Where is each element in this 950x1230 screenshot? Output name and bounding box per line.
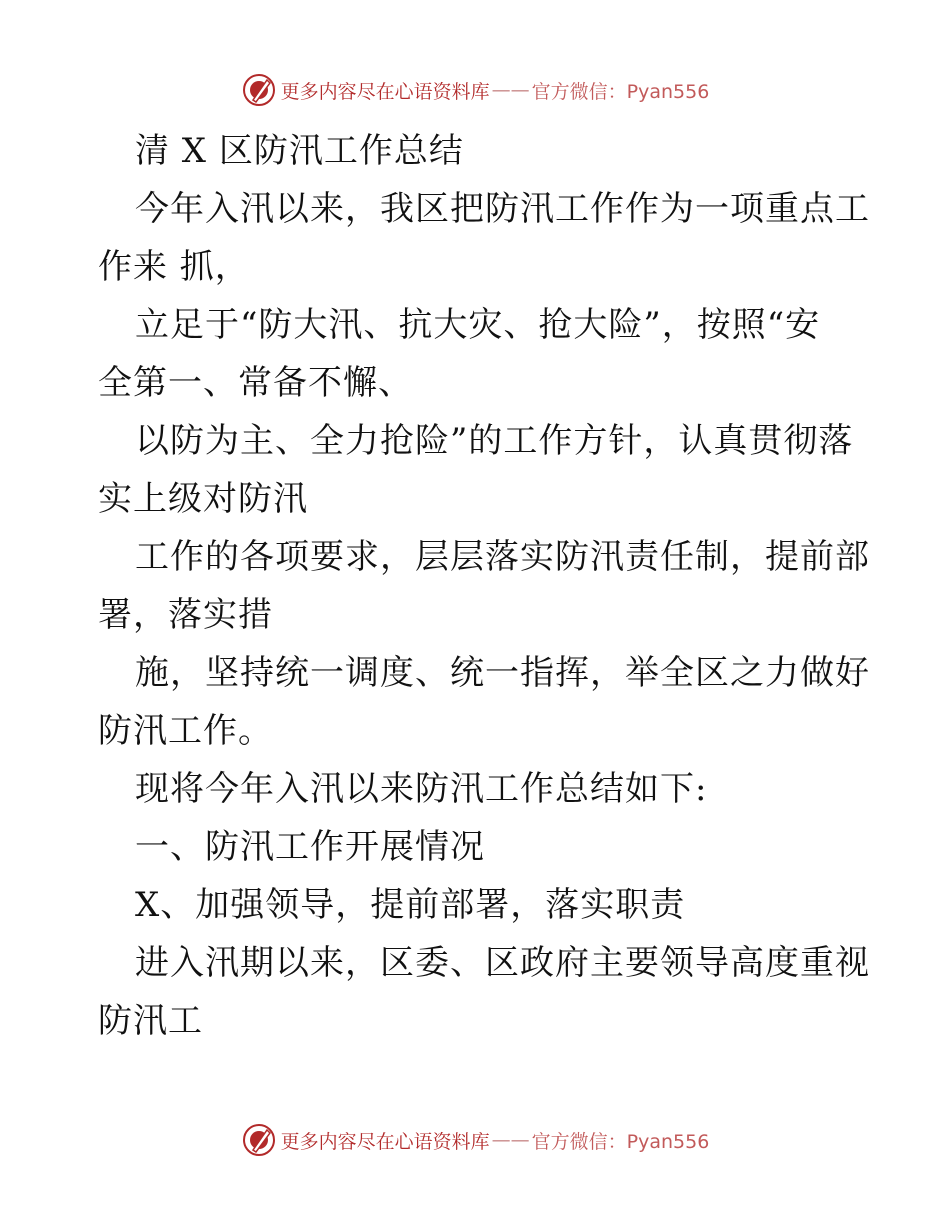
paragraph-line: 实上级对防汛 bbox=[98, 479, 308, 519]
document-body bbox=[98, 122, 870, 1050]
banner-wechat: 官方微信：Pyan556 bbox=[531, 1130, 710, 1153]
subsection-heading: X、加强领导，提前部署，落实职责 bbox=[135, 885, 686, 925]
paragraph-line: 现将今年入汛以来防汛工作总结如下: bbox=[135, 769, 708, 809]
paragraph-line: 今年入汛以来，我区把防汛工作作为一项重点工 bbox=[135, 189, 870, 229]
banner-wechat: 官方微信：Pyan556 bbox=[531, 80, 710, 103]
pen-logo-icon bbox=[241, 1122, 277, 1158]
paragraph-line: 防汛工 bbox=[98, 1001, 203, 1041]
paragraph-line: 作来 抓， bbox=[98, 247, 250, 287]
paragraph-line: 全第一、常备不懈、 bbox=[98, 363, 413, 403]
document-title: 清 X 区防汛工作总结 bbox=[135, 131, 464, 171]
banner-text: 更多内容尽在心语资料库 bbox=[280, 1130, 490, 1153]
paragraph-line: 防汛工作。 bbox=[98, 711, 273, 751]
paragraph-line: 立足于“防大汛、抗大灾、抢大险”，按照“安 bbox=[135, 305, 821, 345]
paragraph-line: 进入汛期以来，区委、区政府主要领导高度重视 bbox=[135, 943, 870, 983]
pen-logo-icon bbox=[241, 72, 277, 108]
header-banner bbox=[0, 70, 950, 110]
paragraph-line: 施，坚持统一调度、统一指挥，举全区之力做好 bbox=[135, 653, 870, 693]
banner-separator: —— bbox=[491, 1129, 530, 1151]
banner-text: 更多内容尽在心语资料库 bbox=[280, 80, 490, 103]
section-heading: 一、防汛工作开展情况 bbox=[135, 827, 485, 867]
footer-banner bbox=[0, 1120, 950, 1160]
paragraph-line: 署，落实措 bbox=[98, 595, 273, 635]
banner-separator: —— bbox=[491, 79, 530, 101]
paragraph-line: 工作的各项要求，层层落实防汛责任制，提前部 bbox=[135, 537, 870, 577]
paragraph-line: 以防为主、全力抢险”的工作方针，认真贯彻落 bbox=[135, 421, 854, 461]
